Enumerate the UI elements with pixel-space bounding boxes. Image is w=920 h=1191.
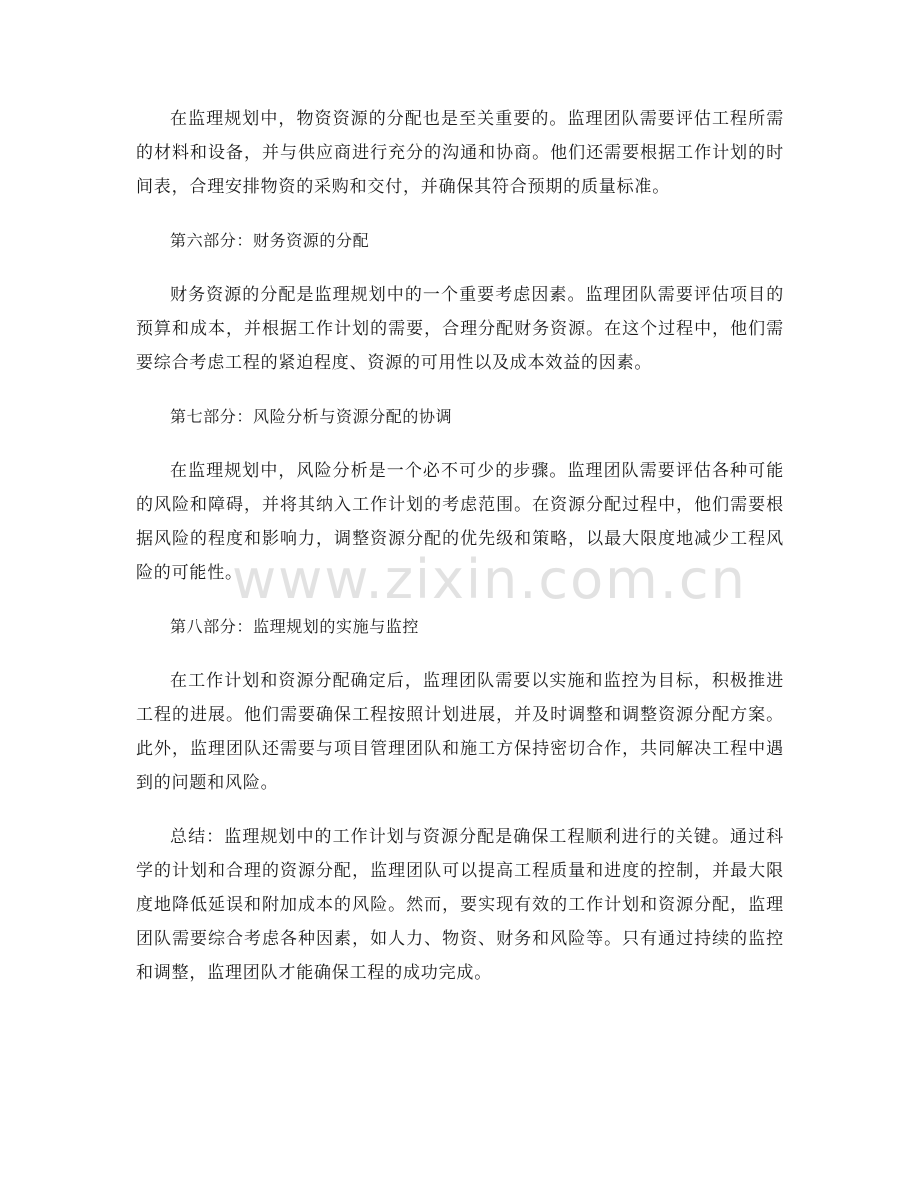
document-body bbox=[136, 102, 784, 990]
watermark: www.zixin.com.cn bbox=[232, 548, 747, 611]
paragraph-implementation: 在工作计划和资源分配确定后，监理团队需要以实施和监控为目标，积极推进工程的进展。他们需要确保工程按照计划进展，并及时调整和调整资源分配方案。此外，监理团队还需要与项目管理团队和施工方保持密切合作，共同解决工程中遇到的问题和风险。 bbox=[136, 671, 784, 793]
paragraph-material-resources: 在监理规划中，物资资源的分配也是至关重要的。监理团队需要评估工程所需的材料和设备，并与供应商进行充分的沟通和协商。他们还需要根据工作计划的时间表，合理安排物资的采购和交付，并确保其符合预期的质量标准。 bbox=[136, 109, 784, 197]
section-heading-8: 第八部分：监理规划的实施与监控 bbox=[170, 617, 420, 636]
paragraph-summary: 总结：监理规划中的工作计划与资源分配是确保工程顺利进行的关键。通过科学的计划和合理的资源分配，监理团队可以提高工程质量和进度的控制，并最大限度地降低延误和附加成本的风险。然而，要实现有效的工作计划和资源分配，监理团队需要综合考虑各种因素，如人力、物资、财务和风险等。只有通过持续的监控和调整，监理团队才能确保工程的成功完成。 bbox=[136, 827, 784, 983]
section-heading-7: 第七部分：风险分析与资源分配的协调 bbox=[170, 407, 453, 426]
paragraph-risk-analysis: 在监理规划中，风险分析是一个必不可少的步骤。监理团队需要评估各种可能的风险和障碍，并将其纳入工作计划的考虑范围。在资源分配过程中，他们需要根据风险的程度和影响力，调整资源分配的优先级和策略，以最大限度地减少工程风险的可能性。 bbox=[136, 461, 784, 583]
paragraph-financial-resources: 财务资源的分配是监理规划中的一个重要考虑因素。监理团队需要评估项目的预算和成本，并根据工作计划的需要，合理分配财务资源。在这个过程中，他们需要综合考虑工程的紧迫程度、资源的可用性以及成本效益的因素。 bbox=[136, 285, 784, 373]
section-heading-6: 第六部分：财务资源的分配 bbox=[170, 231, 370, 250]
